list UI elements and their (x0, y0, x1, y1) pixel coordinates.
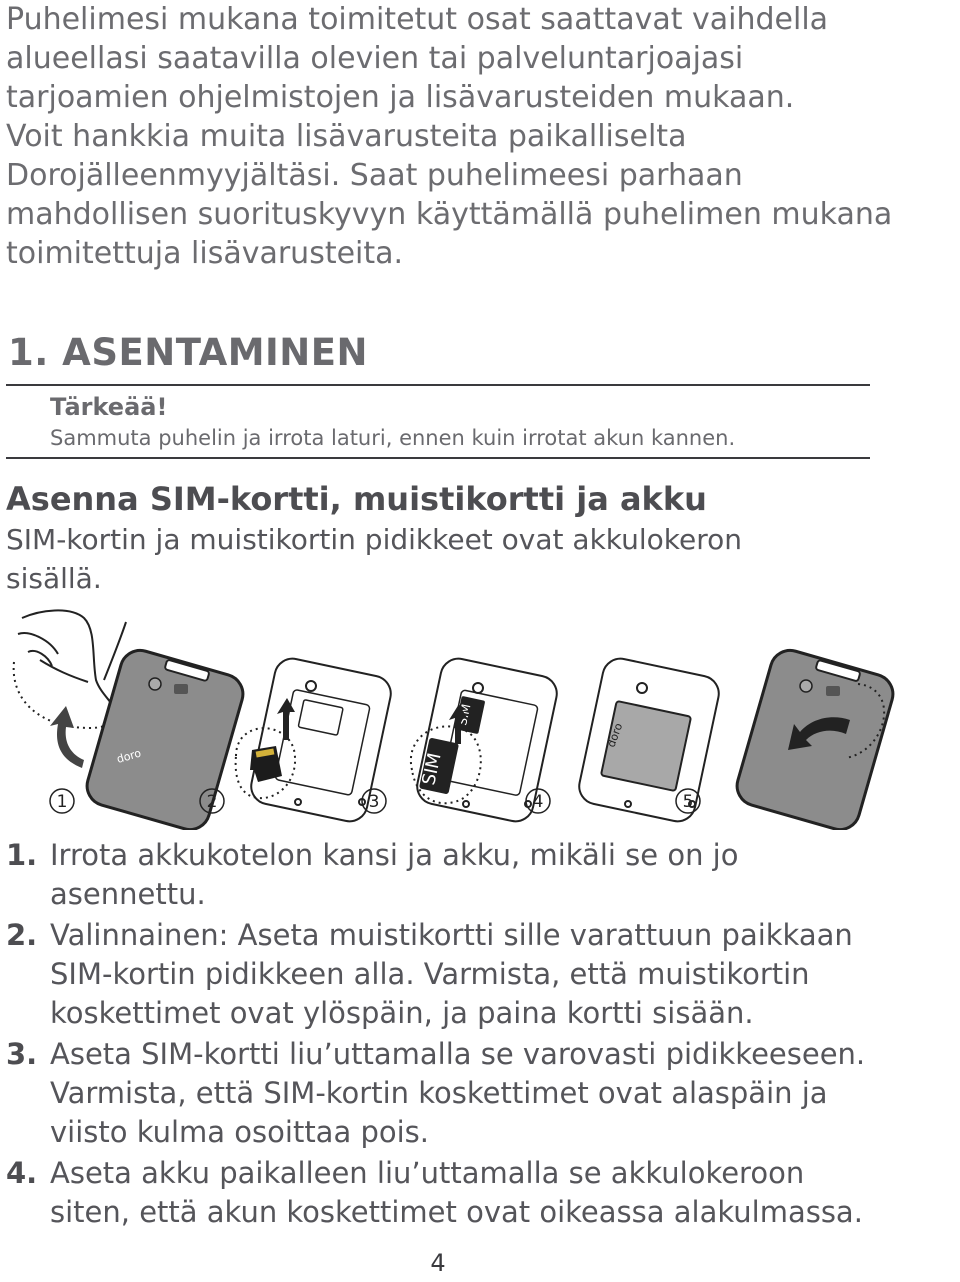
installation-illustration (0, 600, 960, 830)
up-arrow-icon (277, 698, 295, 740)
step-item-number: 1. (6, 838, 38, 872)
memory-card-icon (250, 746, 282, 782)
intro-line: Dorojälleenmyyjältäsi. Saat puhelimeesi parhaan (6, 158, 743, 193)
step-number: 3 (368, 792, 380, 812)
instruction-steps (6, 836, 906, 1234)
page-number: 4 (430, 1249, 446, 1277)
step-line: SIM-kortin pidikkeen alla. Varmista, että muistikortin (50, 957, 810, 991)
step-line: koskettimet ovat ylöspäin, ja paina kortti sisään. (50, 996, 754, 1030)
step-item (6, 836, 906, 914)
step-line: siten, että akun koskettimet ovat oikeassa alakulmassa. (50, 1195, 863, 1229)
sim-label: SIM (418, 751, 446, 788)
battery-icon (601, 701, 691, 791)
install-text (6, 520, 886, 598)
install-line: sisällä. (6, 562, 102, 595)
lift-arrow-icon (50, 706, 84, 768)
step-number: 2 (206, 792, 218, 812)
intro-line: Puhelimesi mukana toimitetut osat saattavat vaihdella (6, 2, 829, 37)
note-bottom-divider (6, 457, 870, 459)
section-title: 1. ASENTAMINEN (8, 331, 368, 374)
intro-line: mahdollisen suorituskyvyn käyttämällä puhelimen mukana (6, 197, 893, 232)
step-item (6, 1035, 906, 1152)
step-item-number: 3. (6, 1037, 38, 1071)
install-line: SIM-kortin ja muistikortin pidikkeet ovat akkulokeron (6, 523, 743, 556)
step-line: Aseta SIM-kortti liu’uttamalla se varovasti pidikkeeseen. (50, 1037, 866, 1071)
brand-label: doro (115, 746, 143, 766)
install-title: Asenna SIM-kortti, muistikortti ja akku (6, 480, 707, 518)
step-number: 5 (682, 792, 694, 812)
step-item-number: 4. (6, 1156, 38, 1190)
step-line: asennettu. (50, 877, 206, 911)
phone-back-icon (732, 646, 897, 830)
step-line: Irrota akkukotelon kansi ja akku, mikäli se on jo (50, 838, 739, 872)
step-item (6, 916, 906, 1033)
step-item-number: 2. (6, 918, 38, 952)
step-line: viisto kulma osoittaa pois. (50, 1115, 429, 1149)
intro-line: tarjoamien ohjelmistojen ja lisävarusteiden mukaan. (6, 80, 795, 115)
step-number: 1 (56, 792, 68, 812)
step-line: Valinnainen: Aseta muistikortti sille varattuun paikkaan (50, 918, 853, 952)
svg-text:doro: doro (604, 721, 626, 750)
note-title: Tärkeää! (50, 393, 168, 421)
note-top-divider (6, 384, 870, 386)
intro-line: alueellasi saatavilla olevien tai palveluntarjoajasi (6, 41, 744, 76)
intro-line: toimitettuja lisävarusteita. (6, 236, 404, 271)
hand-icon (18, 610, 126, 710)
intro-paragraph (6, 0, 906, 273)
step-item (6, 1154, 906, 1232)
step-line: Varmista, että SIM-kortin koskettimet ovat alaspäin ja (50, 1076, 828, 1110)
step-line: Aseta akku paikalleen liu’uttamalla se akkulokeroon (50, 1156, 805, 1190)
step-number: 4 (532, 792, 544, 812)
note-text: Sammuta puhelin ja irrota laturi, ennen kuin irrotat akun kannen. (50, 426, 736, 450)
intro-line: Voit hankkia muita lisävarusteita paikalliselta (6, 119, 687, 154)
